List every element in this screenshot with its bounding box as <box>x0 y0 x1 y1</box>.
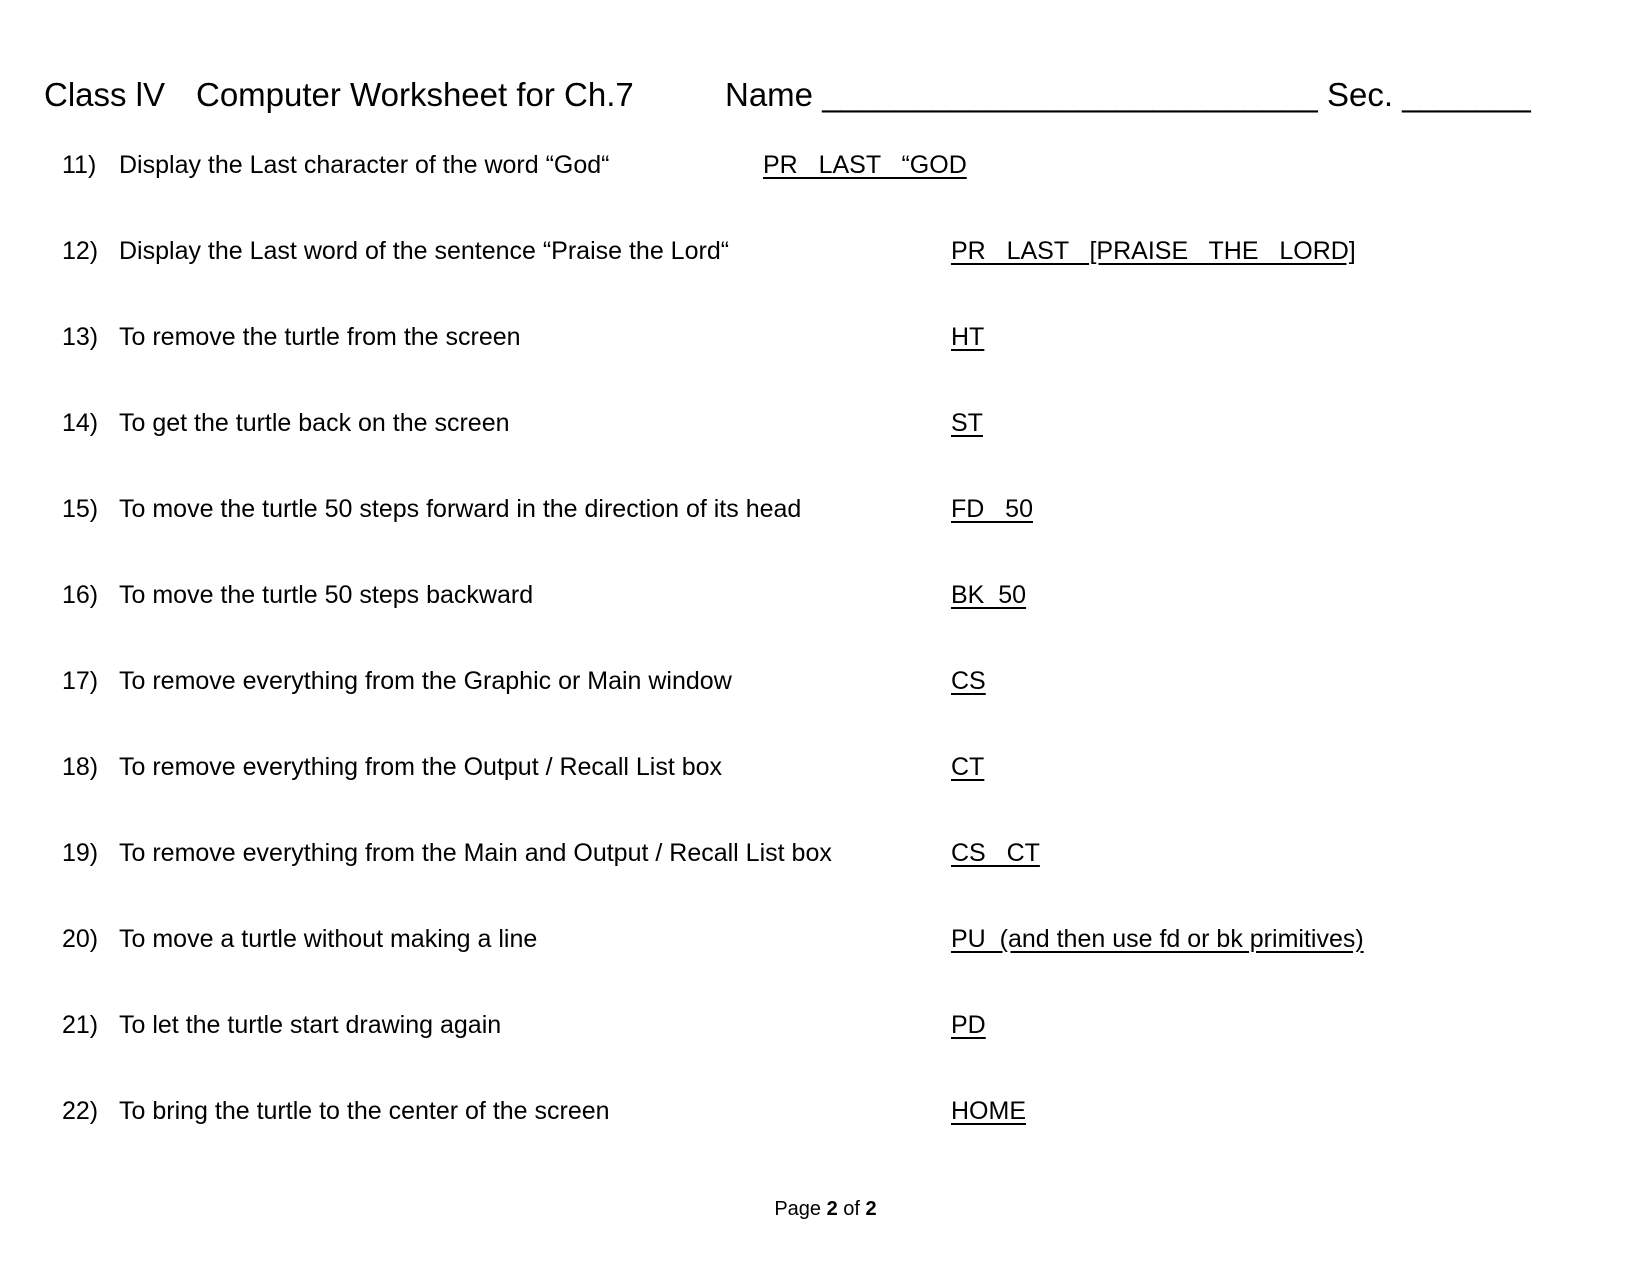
question-number: 11) <box>62 151 97 179</box>
question-number: 21) <box>62 1011 99 1039</box>
section-field: Sec. _______ <box>1327 76 1531 113</box>
question-row-11 <box>62 145 1562 185</box>
answer-text: ST <box>951 409 983 437</box>
class-label: Class lV <box>44 76 166 113</box>
name-field: Name ___________________________ <box>725 76 1318 113</box>
question-text: To remove the turtle from the screen <box>119 323 521 351</box>
question-number: 19) <box>62 839 99 867</box>
question-row-19 <box>62 833 1562 873</box>
question-number: 13) <box>62 323 99 351</box>
question-row-16 <box>62 575 1562 615</box>
question-number: 16) <box>62 581 99 609</box>
worksheet-title: Computer Worksheet for Ch.7 <box>196 76 634 113</box>
answer-text: BK 50 <box>951 581 1027 609</box>
question-number: 14) <box>62 409 99 437</box>
answer-text: PD <box>951 1011 986 1039</box>
answer-text: CT <box>951 753 985 781</box>
question-row-13 <box>62 317 1562 357</box>
question-text: To move a turtle without making a line <box>119 925 538 953</box>
page-word: Page <box>774 1198 822 1220</box>
question-text: To move the turtle 50 steps forward in the direction of its head <box>119 495 802 523</box>
question-row-17 <box>62 661 1562 701</box>
question-row-21 <box>62 1005 1562 1045</box>
question-row-22 <box>62 1091 1562 1131</box>
question-text: Display the Last word of the sentence “Praise the Lord“ <box>119 237 730 265</box>
answer-text: HT <box>951 323 985 351</box>
question-row-18 <box>62 747 1562 787</box>
total-pages-number: 2 <box>865 1198 877 1220</box>
question-text: To remove everything from the Graphic or Main window <box>119 667 732 695</box>
question-text: To remove everything from the Output / Recall List box <box>119 753 723 781</box>
question-number: 20) <box>62 925 99 953</box>
question-text: To bring the turtle to the center of the screen <box>119 1097 610 1125</box>
answer-text: CS CT <box>951 839 1040 867</box>
of-word: of <box>843 1198 860 1220</box>
answer-text: FD 50 <box>951 495 1033 523</box>
answer-text: HOME <box>951 1097 1026 1125</box>
question-row-20 <box>62 919 1562 959</box>
question-number: 17) <box>62 667 99 695</box>
question-row-14 <box>62 403 1562 443</box>
current-page-number: 2 <box>826 1198 838 1220</box>
answer-text: PR LAST [PRAISE THE LORD] <box>951 237 1356 265</box>
question-text: To let the turtle start drawing again <box>119 1011 502 1039</box>
question-row-15 <box>62 489 1562 529</box>
answer-text: PU (and then use fd or bk primitives) <box>951 925 1364 953</box>
question-number: 22) <box>62 1097 99 1125</box>
page-footer <box>0 1198 1651 1221</box>
answer-text: CS <box>951 667 986 695</box>
question-number: 12) <box>62 237 99 265</box>
question-number: 18) <box>62 753 99 781</box>
question-text: Display the Last character of the word “God“ <box>119 151 610 179</box>
question-text: To move the turtle 50 steps backward <box>119 581 534 609</box>
question-number: 15) <box>62 495 99 523</box>
question-text: To get the turtle back on the screen <box>119 409 510 437</box>
answer-text: PR LAST “GOD <box>763 151 967 179</box>
question-row-12 <box>62 231 1562 271</box>
question-text: To remove everything from the Main and Output / Recall List box <box>119 839 832 867</box>
